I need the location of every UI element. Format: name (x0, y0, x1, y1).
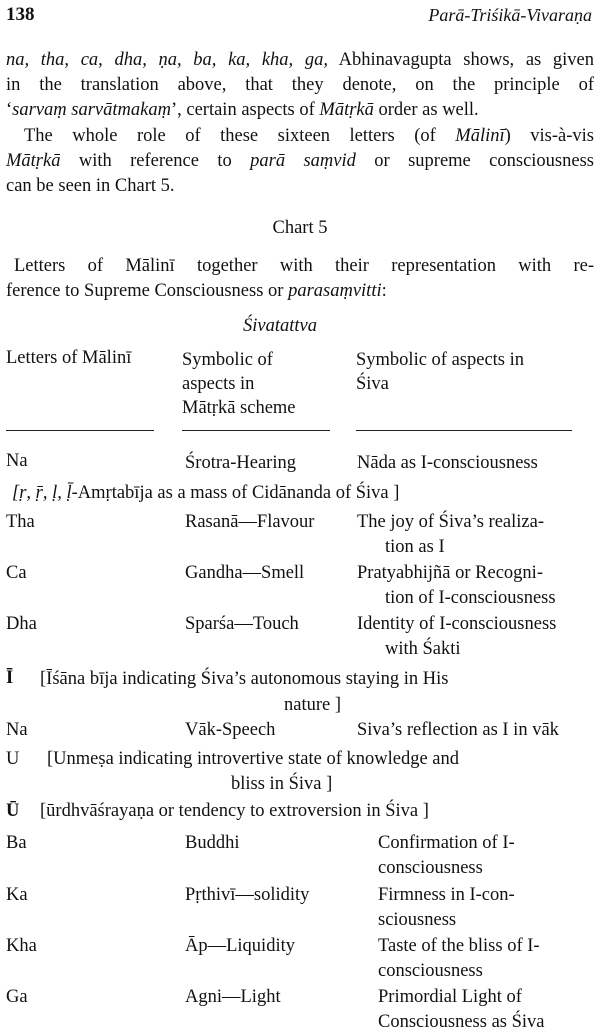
section-heading-sivatattva: Śivatattva (243, 316, 317, 336)
intro-line-6: can be seen in Chart 5. (6, 176, 175, 196)
row-ga-symbol: Agni—Light (185, 987, 281, 1007)
page-number: 138 (6, 4, 35, 25)
intro-line-4: The whole role of these sixteen letters (of Mālinī) vis-à-vis (24, 126, 594, 146)
row-ga-letter: Ga (6, 987, 28, 1007)
row-ca-symbol: Gandha—Smell (185, 563, 305, 583)
intro-line-2: in the translation above, that they denote, on the principle of (6, 75, 594, 95)
column-header-siva: Symbolic of aspects in Śiva (356, 350, 525, 394)
row-dha-symbol: Sparśa—Touch (185, 614, 299, 634)
row-na-vak-aspect: Siva’s reflection as I in vāk (357, 720, 559, 740)
intro-line-5: Mātṛkā with reference to parā saṃvid or supreme consciousness (6, 151, 594, 171)
row-tha-symbol: Rasanā—Flavour (185, 512, 315, 532)
intro-line-1: na, tha, ca, dha, ṇa, ba, ka, kha, ga, Abhinavagupta shows, as given (6, 50, 594, 70)
running-title: Parā-Triśikā-Vivaraṇa (428, 5, 592, 25)
column-rule-2 (182, 430, 330, 431)
column-header-matrka: Symbolic of aspects in Mātṛkā scheme (182, 350, 296, 418)
column-header-letters: Letters of Mālinī (6, 348, 132, 368)
row-u-note: [Unmeṣa indicating introvertive state of knowledge and bliss in Śiva ] (47, 749, 460, 794)
row-ca-aspect: Pratyabhijñā or Recogni- tion of I-consciousness (357, 563, 556, 608)
row-na-letter: Na (6, 451, 28, 471)
row-u-long-note: [ūrdhvāśrayaṇa or tendency to extroversion in Śiva ] (40, 801, 429, 821)
row-ka-symbol: Pṛthivī—solidity (185, 885, 310, 905)
row-dha-aspect: Identity of I-consciousness with Śakti (357, 614, 557, 659)
row-ka-aspect: Firmness in I-con- sciousness (378, 885, 515, 930)
row-na-vak-symbol: Vāk-Speech (185, 720, 276, 740)
column-rule-3 (356, 430, 572, 431)
row-ba-symbol: Buddhi (185, 833, 240, 853)
row-na-symbol: Śrotra-Hearing (185, 453, 296, 473)
row-na-vak-letter: Na (6, 720, 28, 740)
row-i-long-letter: Ī (6, 668, 14, 688)
intro-paragraph-2 (6, 124, 594, 199)
row-u-long-letter: Ū (6, 801, 20, 821)
intro-paragraph-1 (6, 48, 594, 123)
chart-title: Chart 5 (272, 218, 328, 238)
row-ca-letter: Ca (6, 563, 27, 583)
row-amrta-note: [ṛ, ṝ, ḷ, ḹ-Amṛtabīja as a mass of Cidānanda of Śiva ] (12, 483, 400, 503)
chart-caption-line-1: Letters of Mālinī together with their representation with re- (14, 256, 594, 276)
row-ba-aspect: Confirmation of I- consciousness (378, 833, 515, 878)
column-rule-1 (6, 430, 154, 431)
intro-line-3: ‘sarvaṃ sarvātmakaṃ’, certain aspects of Mātṛkā order as well. (6, 100, 479, 120)
row-kha-aspect: Taste of the bliss of I- consciousness (378, 936, 540, 981)
row-na-aspect: Nāda as I-consciousness (357, 453, 538, 473)
row-i-long-note: [Īśāna bīja indicating Śiva’s autonomous staying in His nature ] (40, 669, 449, 715)
row-ga-aspect: Primordial Light of Consciousness as Śiva (378, 987, 545, 1032)
row-kha-letter: Kha (6, 936, 37, 956)
row-ka-letter: Ka (6, 885, 28, 905)
row-tha-aspect: The joy of Śiva’s realiza- tion as I (357, 512, 544, 557)
row-kha-symbol: Āp—Liquidity (185, 936, 295, 956)
row-u-letter: U (6, 749, 20, 769)
row-ba-letter: Ba (6, 833, 27, 853)
row-tha-letter: Tha (6, 512, 35, 532)
chart-caption (6, 254, 594, 304)
chart-caption-line-2: ference to Supreme Consciousness or parasaṃvitti: (6, 281, 387, 301)
row-dha-letter: Dha (6, 614, 37, 634)
